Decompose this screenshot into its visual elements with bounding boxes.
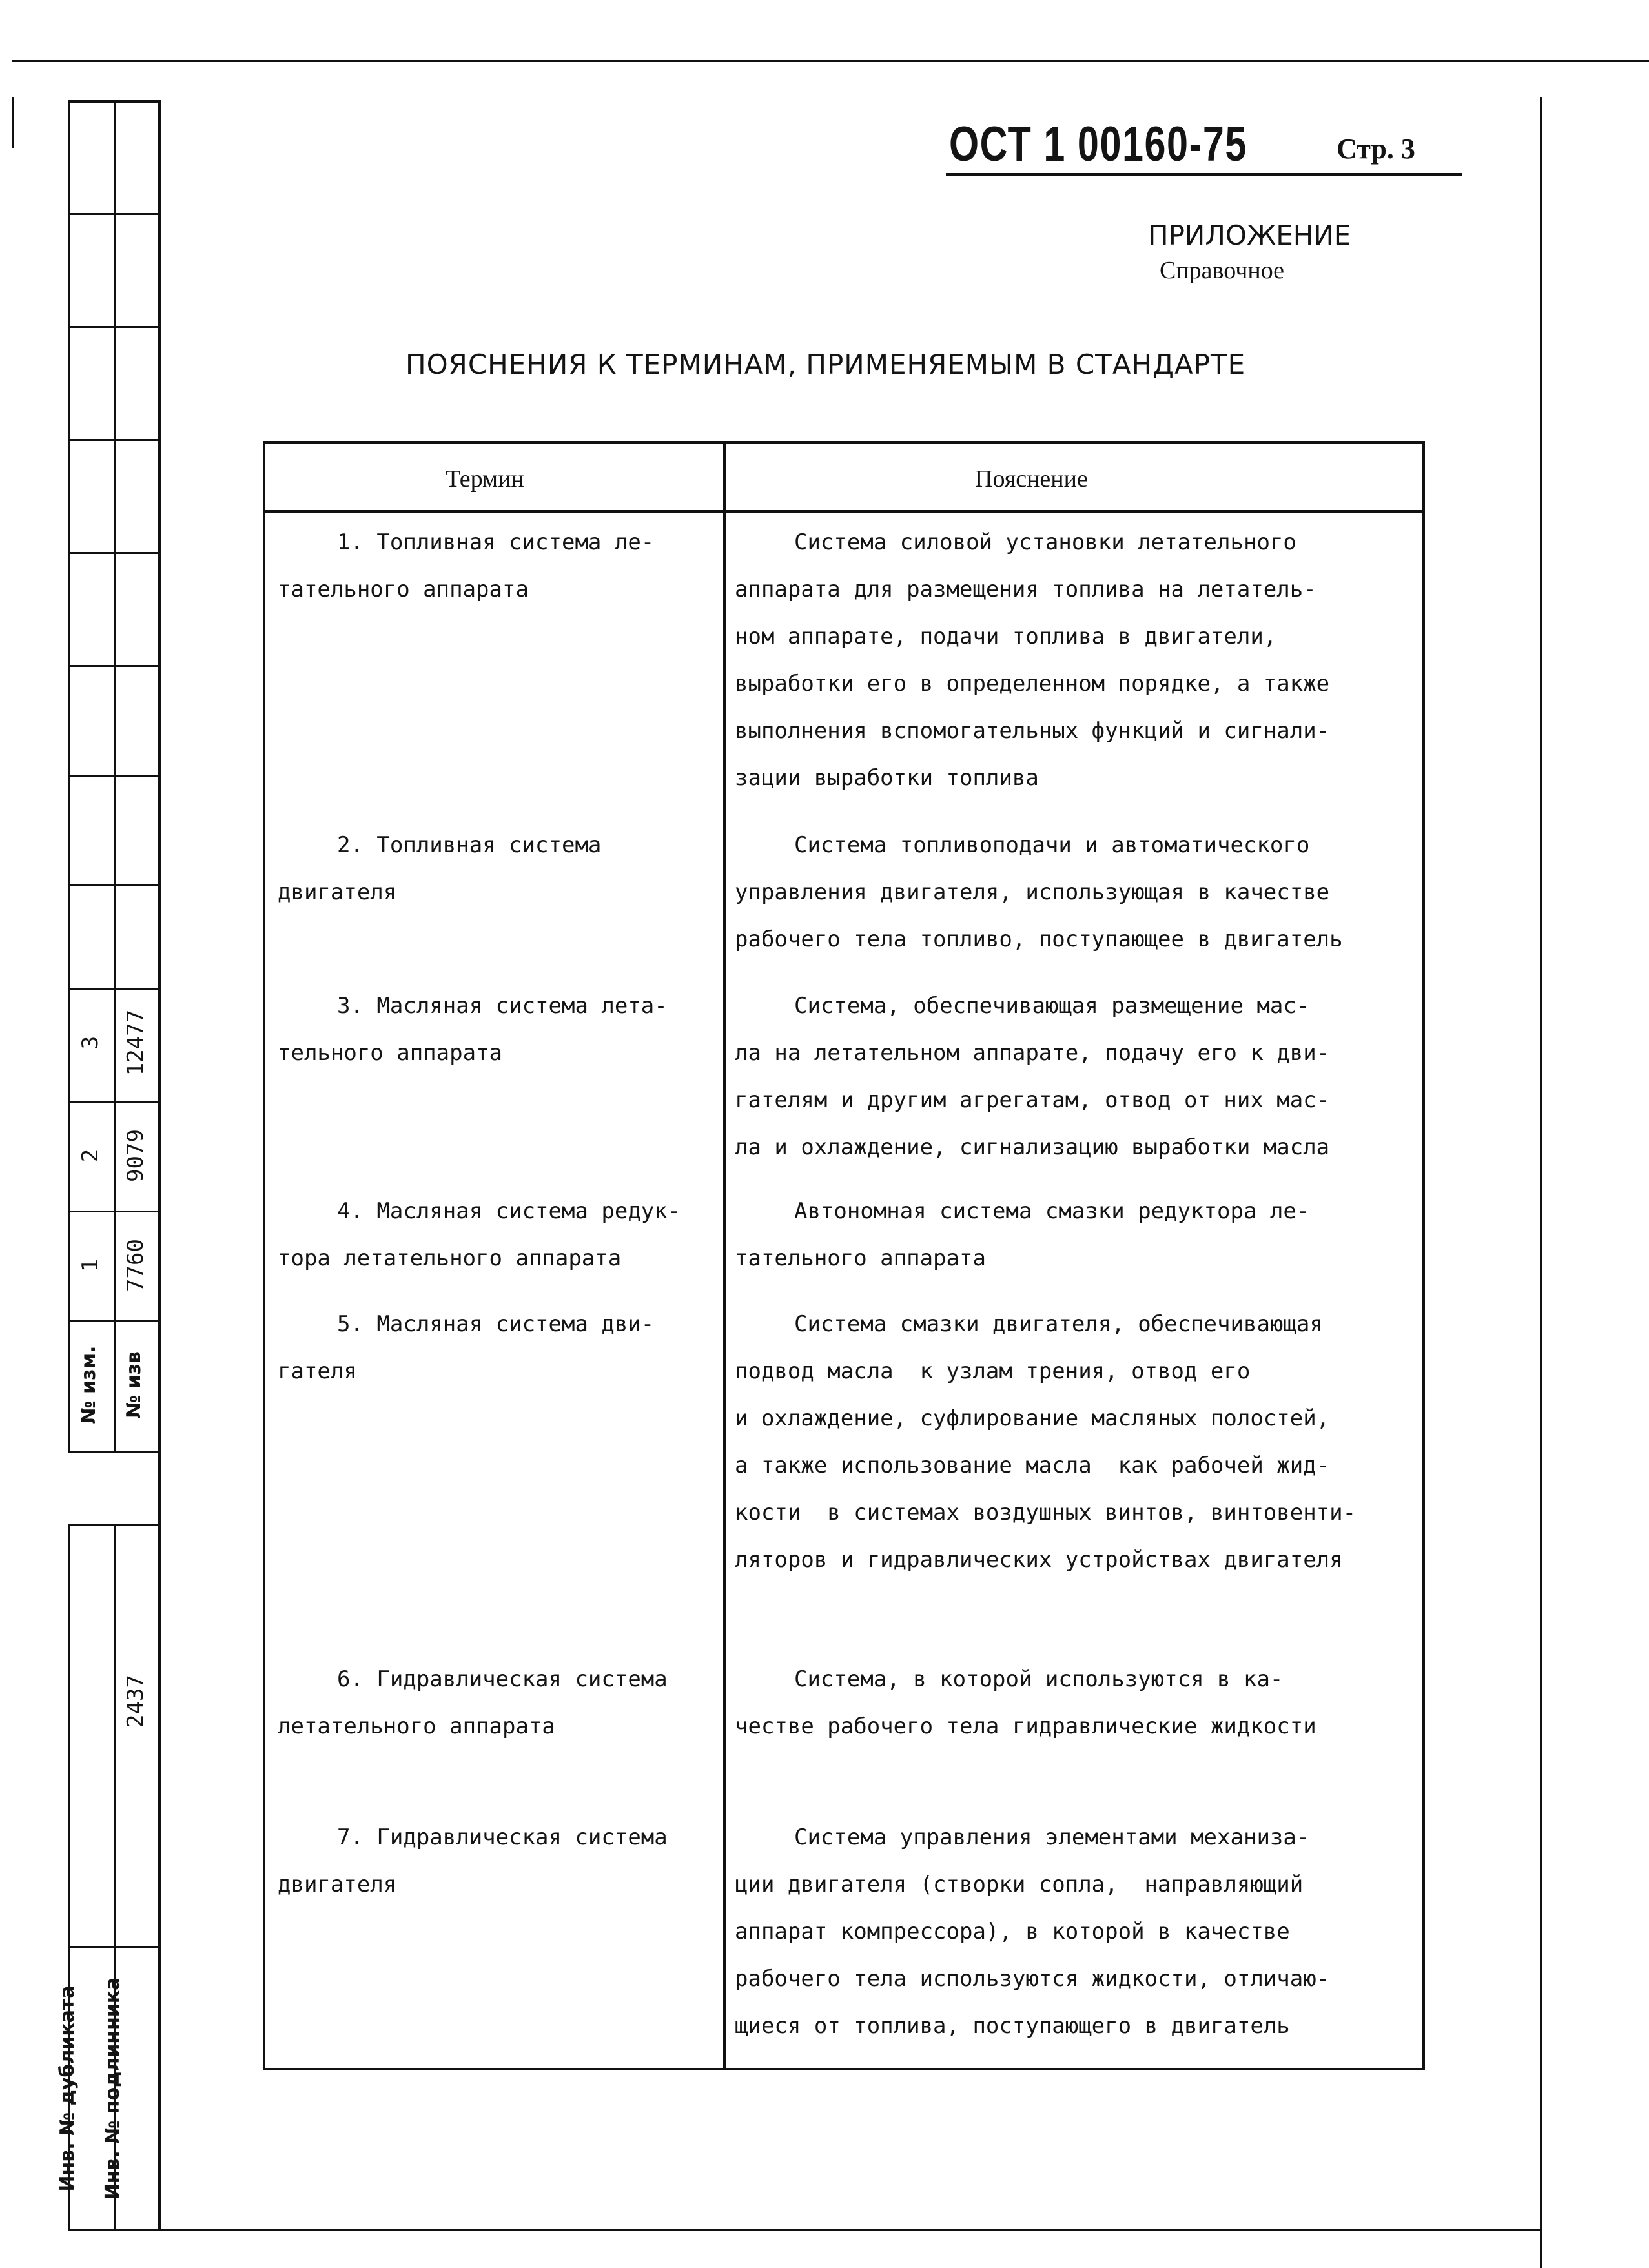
strip-sep: [68, 326, 159, 328]
column-header-term: Термин: [446, 465, 524, 493]
page-heading: ПОЯСНЕНИЯ К ТЕРМИНАМ, ПРИМЕНЯЕМЫМ В СТАНДАРТЕ: [405, 349, 1246, 380]
strip-sep: [68, 439, 159, 441]
explanation-4: Автономная система смазки редуктора ле- тательного аппарата: [735, 1198, 1310, 1271]
term-4: 4. Масляная система редук- тора летательного аппарата: [278, 1198, 681, 1271]
strip-sep: [68, 213, 159, 215]
explanation-5: Система смазки двигателя, обеспечивающая подвод масла к узлам трения, отвод его и охлаждение, суфлирование масляных полостей, а также использование масла как рабочей жид- кости в системах воздушных винтов, винтовенти- ляторов и гидравлических устройствах двигателя: [735, 1311, 1357, 1573]
table-header-bottom: [263, 510, 1425, 513]
term-3: 3. Масляная система лета- тельного аппарата: [278, 993, 668, 1066]
change-number: 1: [77, 1258, 103, 1272]
appendix-title: ПРИЛОЖЕНИЕ: [1148, 220, 1351, 251]
strip-top: [68, 100, 159, 103]
strip-right: [158, 100, 161, 2231]
change-number: 3: [77, 1036, 103, 1050]
left-margin-line: [12, 97, 14, 148]
explanation-3: Система, обеспечивающая размещение мас- ла на летательном аппарате, подачу его к дви- гателям и другим агрегатам, отвод от них мас- ла и охлаждение, сигнализацию выработки масла: [735, 993, 1330, 1160]
term-7: 7. Гидравлическая система двигателя: [278, 1824, 668, 1897]
inv-duplicate-label: Инв. № дубликата: [56, 1985, 79, 2192]
document-code: ОСТ 1 00160-75: [949, 117, 1247, 172]
strip-sep: [68, 665, 159, 667]
appendix-subtitle: Справочное: [1160, 257, 1285, 284]
term-5: 5. Масляная система дви- гателя: [278, 1311, 655, 1384]
change-number-label: № изм.: [77, 1345, 100, 1424]
notice-number: 7760: [123, 1239, 149, 1292]
strip-top-lower: [68, 1524, 159, 1526]
table-bottom: [263, 2068, 1425, 2070]
notice-number: 12477: [123, 1009, 149, 1076]
strip-bottom-upper: [68, 1451, 159, 1453]
term-2: 2. Топливная система двигателя: [278, 832, 602, 905]
explanation-1: Система силовой установки летательного аппарата для размещения топлива на летатель- ном аппарате, подачи топлива в двигатели, выработки его в определенном порядке, а также выполнения вспомогательных функций и сигнали- зации выработки топлива: [735, 529, 1330, 791]
strip-sep: [68, 775, 159, 777]
strip-sep: [68, 1946, 159, 1948]
top-frame-line: [12, 60, 1649, 62]
explanation-2: Система топливоподачи и автоматического управления двигателя, использующая в качестве рабочего тела топливо, поступающее в двигатель: [735, 832, 1343, 952]
inv-original-value: 2437: [123, 1675, 149, 1728]
change-number: 2: [77, 1149, 103, 1163]
table-divider: [723, 441, 726, 2070]
notice-number-label: № изв: [123, 1351, 145, 1418]
column-header-explanation: Пояснение: [975, 465, 1088, 493]
table-right: [1422, 441, 1425, 2070]
notice-number: 9079: [123, 1129, 149, 1182]
term-1: 1. Топливная система ле- тательного аппарата: [278, 529, 655, 602]
explanation-6: Система, в которой используются в ка- честве рабочего тела гидравлические жидкости: [735, 1666, 1316, 1739]
strip-sep: [68, 884, 159, 886]
table-top: [263, 441, 1425, 444]
explanation-7: Система управления элементами механиза- ции двигателя (створки сопла, направляющий аппарат компрессора), в которой в качестве рабочего тела используются жидкости, отличаю- щиеся от топлива, поступающего в двигатель: [735, 1824, 1330, 2039]
right-frame-line: [1540, 97, 1542, 2268]
table-left: [263, 441, 265, 2070]
doc-code-underline: [946, 173, 1462, 176]
inv-original-label: Инв. № подлинника: [101, 1977, 124, 2200]
strip-sep: [68, 552, 159, 554]
strip-bottom: [68, 2229, 1541, 2231]
page-number: Стр. 3: [1337, 133, 1415, 165]
term-6: 6. Гидравлическая система летательного аппарата: [278, 1666, 668, 1739]
